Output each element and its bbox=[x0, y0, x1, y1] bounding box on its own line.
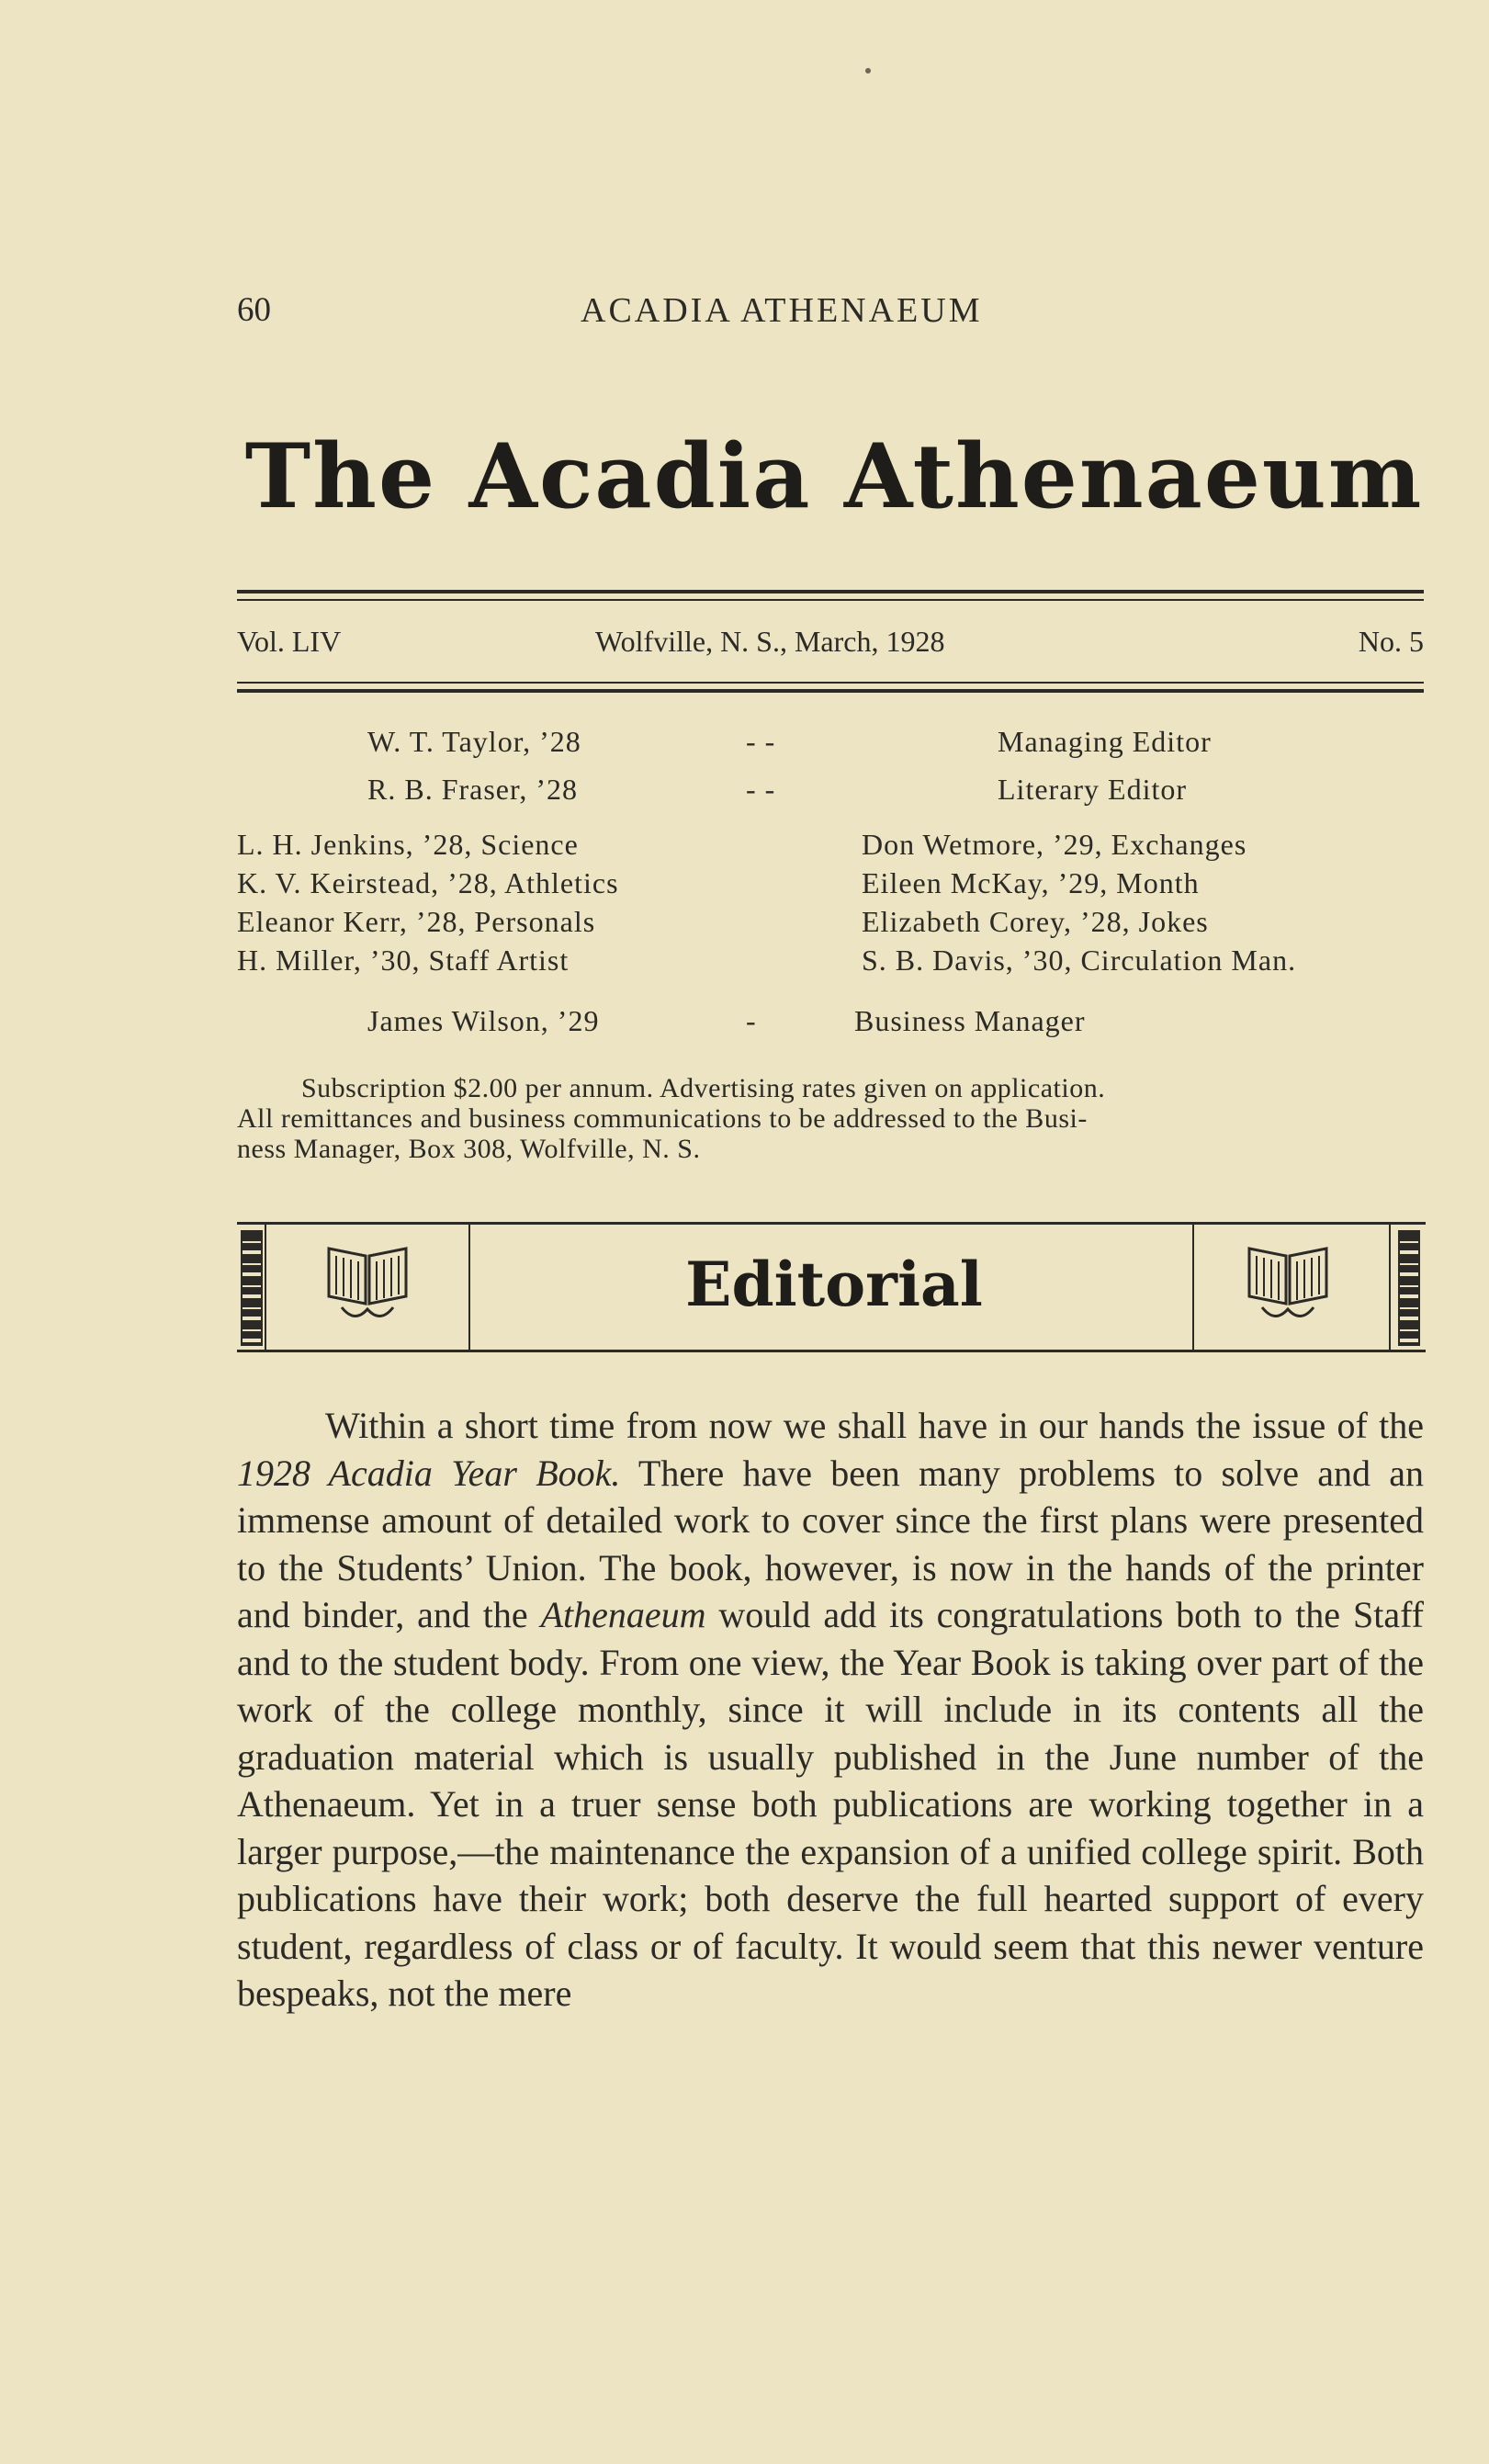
book-ornament-icon bbox=[1244, 1243, 1332, 1326]
book-ornament-icon bbox=[323, 1243, 412, 1326]
running-title: ACADIA ATHENAEUM bbox=[581, 291, 983, 330]
banner-divider bbox=[265, 1225, 266, 1350]
banner-divider bbox=[1389, 1225, 1391, 1350]
staff-editor-dash: - - bbox=[746, 773, 776, 806]
issue-number: No. 5 bbox=[1358, 625, 1424, 658]
banner-divider bbox=[468, 1225, 470, 1350]
business-role: Business Manager bbox=[854, 1004, 1086, 1037]
business-dash: - bbox=[746, 1004, 757, 1037]
staff-list bbox=[0, 0, 1489, 1057]
editorial-banner bbox=[237, 1222, 1426, 1352]
staff-right-item: Don Wetmore, ’29, Exchanges bbox=[862, 828, 1247, 861]
subscription-line: Subscription $2.00 per annum. Advertising rates given on application. bbox=[301, 1073, 1106, 1103]
staff-left-item: K. V. Keirstead, ’28, Athletics bbox=[237, 866, 619, 899]
place-date: Wolfville, N. S., March, 1928 bbox=[595, 625, 945, 658]
staff-editor-name: R. B. Fraser, ’28 bbox=[367, 773, 579, 806]
staff-editor-role: Literary Editor bbox=[998, 773, 1188, 806]
editorial-paragraph bbox=[237, 1402, 1424, 2018]
staff-left-item: H. Miller, ’30, Staff Artist bbox=[237, 944, 570, 977]
staff-right-item: Elizabeth Corey, ’28, Jokes bbox=[862, 905, 1209, 938]
yearbook-title: 1928 Acadia Year Book. bbox=[237, 1452, 621, 1494]
staff-right-item: Eileen McKay, ’29, Month bbox=[862, 866, 1200, 899]
section-title: Editorial bbox=[685, 1249, 983, 1320]
page-number: 60 bbox=[237, 291, 271, 329]
editorial-text: would add its congratulations both to the Staff and to the student body. From one view, the Year Book is taking over part of the work of the college monthly, since it will include in its contents all the graduation material which is usually published in the June number of the Athenaeum. Yet in a truer sense both publications are working together in a larger purpose,—the maintenance the expansion of a unified college spirit. Both publications have their work; both deserve the full hearted support of every student, regardless of class or of faculty. It would seem that this newer venture bespeaks, not the mere bbox=[237, 1594, 1424, 2014]
editorial-text: Within a short time from now we shall have in our hands the issue of the bbox=[325, 1405, 1424, 1446]
staff-left-item: L. H. Jenkins, ’28, Science bbox=[237, 828, 579, 861]
editorial-body bbox=[237, 1402, 1424, 2018]
editorial-text: There have been many problems to solve and an immense amount of detailed work to cover since the first plans were presented to the Students’ Union. The book, however, is now in the hands of the printer and binder, and the bbox=[237, 1452, 1424, 1635]
business-name: James Wilson, ’29 bbox=[367, 1004, 600, 1037]
staff-editor-role: Managing Editor bbox=[998, 725, 1212, 758]
border-ornament-icon bbox=[1398, 1230, 1420, 1346]
volume: Vol. LIV bbox=[237, 625, 342, 658]
border-ornament-icon bbox=[241, 1230, 263, 1346]
banner-divider bbox=[1192, 1225, 1194, 1350]
subscription-line: ness Manager, Box 308, Wolfville, N. S. bbox=[237, 1134, 701, 1164]
staff-right-item: S. B. Davis, ’30, Circulation Man. bbox=[862, 944, 1297, 977]
athenaeum-title: Athenaeum bbox=[540, 1594, 706, 1635]
masthead-title: The Acadia Athenaeum bbox=[244, 424, 1424, 528]
staff-editor-name: W. T. Taylor, ’28 bbox=[367, 725, 581, 758]
subscription-notice bbox=[237, 1073, 1431, 1164]
subscription-line: All remittances and business communications to be addressed to the Busi- bbox=[237, 1103, 1088, 1134]
staff-editor-dash: - - bbox=[746, 725, 776, 758]
staff-left-item: Eleanor Kerr, ’28, Personals bbox=[237, 905, 596, 938]
